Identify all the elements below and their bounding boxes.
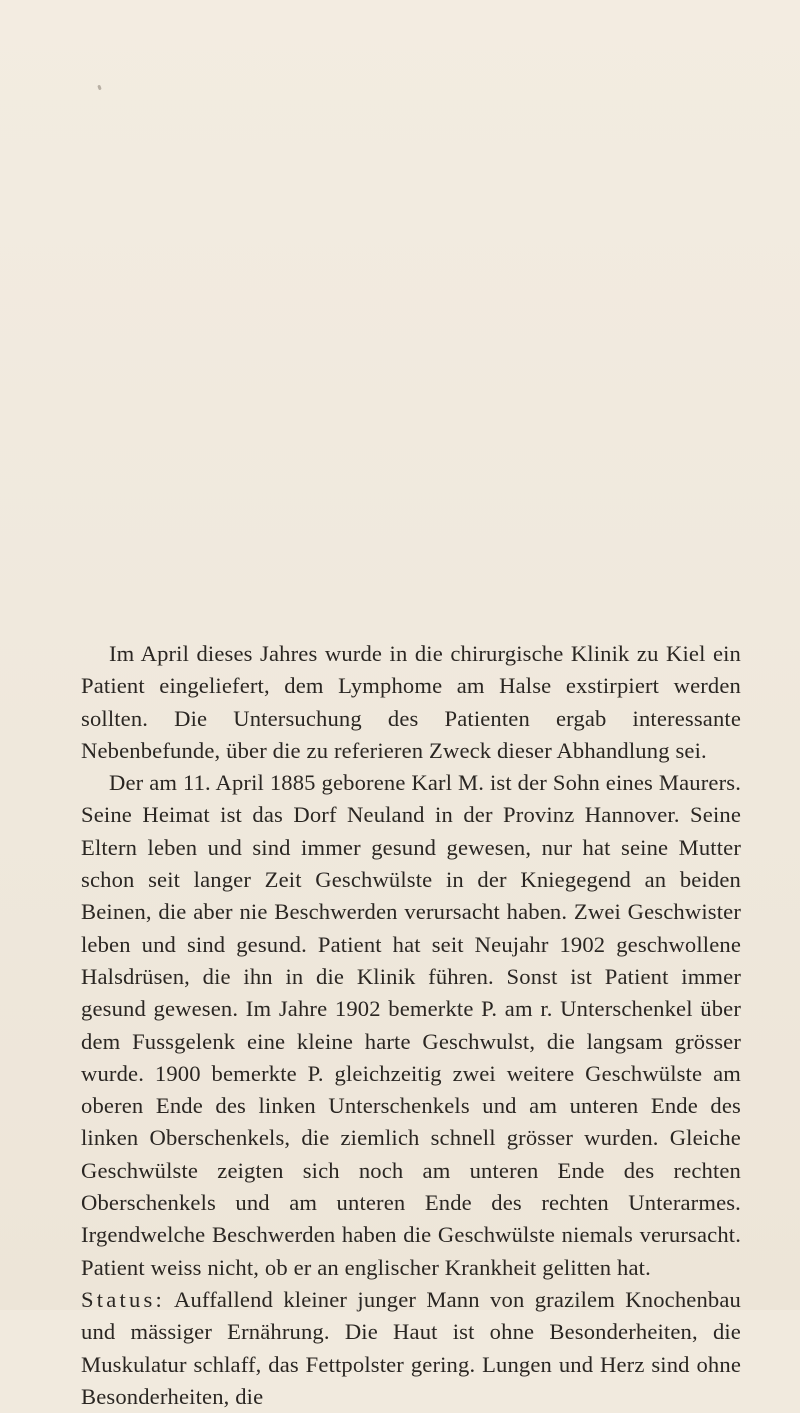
paragraph-status [81, 1284, 741, 1413]
paragraph-anamnesis [81, 767, 741, 1284]
status-label: Status: [81, 1286, 165, 1312]
paragraph-status-text: Auffallend kleiner junger Mann von grazilem Knochenbau und mässiger Ernährung. Die Haut ist ohne Besonderheiten, die Muskulatur schlaff, das Fettpolster gering. Lungen und Herz sind ohne Besonderheiten, die [81, 1286, 741, 1409]
paragraph-intro [81, 638, 741, 767]
paragraph-intro-text: Im April dieses Jahres wurde in die chirurgische Klinik zu Kiel ein Patient eingeliefert, dem Lymphome am Halse exstirpiert werden sollten. Die Untersuchung des Patienten ergab interessante Nebenbefunde, über die zu referieren Zweck dieser Abhandlung sei. [81, 641, 741, 763]
paragraph-anamnesis-text: Der am 11. April 1885 geborene Karl M. ist der Sohn eines Maurers. Seine Heimat ist das Dorf Neuland in der Provinz Hannover. Seine Eltern leben und sind immer gesund gewesen, nur hat seine Mutter schon seit langer Zeit Geschwülste in der Kniegegend an beiden Beinen, die aber nie Beschwerden verursacht haben. Zwei Geschwister leben und sind gesund. Patient hat seit Neujahr 1902 geschwollene Halsdrüsen, die ihn in die Klinik führen. Sonst ist Patient immer gesund gewesen. Im Jahre 1902 bemerkte P. am r. Unterschenkel über dem Fussgelenk eine kleine harte Geschwulst, die langsam grösser wurde. 1900 bemerkte P. gleichzeitig zwei weitere Geschwülste am oberen Ende des linken Unterschenkels und am unteren Ende des linken Oberschenkels, die ziemlich schnell grösser wurden. Gleiche Geschwülste zeigten sich noch am unteren Ende des rechten Oberschenkels und am unteren Ende des rechten Unterarmes. Irgendwelche Beschwerden haben die Geschwülste niemals verursacht. Patient weiss nicht, ob er an englischer Krankheit gelitten hat. [81, 770, 741, 1280]
paper-speck [97, 85, 102, 91]
body-text [81, 638, 741, 1413]
